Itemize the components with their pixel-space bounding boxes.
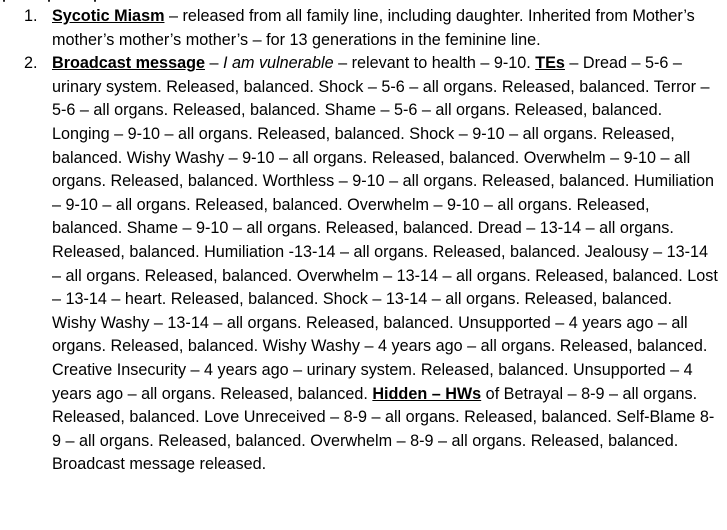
item-heading: Broadcast message [52, 54, 205, 73]
relevance-text: – relevant to health – 9-10. [333, 54, 536, 73]
heading-dash: – [204, 54, 223, 73]
item-heading: Sycotic Miasm [52, 7, 165, 25]
list-item-sycotic-miasm [24, 5, 718, 52]
hw-heading: Hidden – HWs [372, 384, 482, 403]
te-text: – Dread – 5-6 – urinary system. Released, balanced. Shock – 5-6 – all organs. Released, balanced. Terror – 5-6 – all organs. Released, balanced. Shame – 5-6 – all organs. Released, balanced. Longing – 9-10 – all organs. Released, balanced. Shock – 9-10 – all organs. Released, balanced. Wishy Washy – 9-10 – all organs. Released, balanced. Overwhelm – 9-10 – all organs. Released, balanced. Worthless – 9-10 – all organs. Released, balanced. Humiliation – 9-10 – all organs. Released, balanced. Overwhelm – 9-10 – all organs. Released, balanced. Shame – 9-10 – all organs. Released, balanced. Dread – 13-14 – all organs. Released, balanced. Humiliation -13-14 – all organs. Released, balanced. Jealousy – 13-14 – all organs. Released, balanced. Overwhelm – 13-14 – all organs. Released, balanced. Lost – 13-14 – heart. Released, balanced. Shock – 13-14 – all organs. Released, balanced. Wishy Washy – 13-14 – all organs. Released, balanced. Unsupported – 4 years ago – all organs. Released, balanced. Wishy Washy – 4 years ago – all organs. Released, balanced. Creative Insecurity – 4 years ago – urinary system. Released, balanced. Unsupported – 4 years ago – all organs. Released, balanced. [52, 54, 718, 403]
hw-text: of Betrayal – 8-9 – all organs. Released, balanced. Love Unreceived – 8-9 – all organs. Released, balanced. Self-Blame 8-9 – all organs. Released, balanced. Overwhelm – 8-9 – all organs. Released, balanced. Broadcast message released. [52, 384, 715, 474]
italic-phrase: I am vulnerable [222, 54, 334, 73]
numbered-list [24, 5, 718, 477]
list-number: 1. [24, 7, 38, 25]
list-number: 2. [24, 54, 38, 73]
item-text: – released from all family line, including daughter. Inherited from Mother’s mother’s mother’s mother’s – for 13 generations in the feminine line. [52, 7, 695, 49]
previous-line-fragment [0, 0, 727, 3]
list-item-broadcast-message [24, 52, 718, 477]
te-heading: TEs [535, 54, 565, 73]
